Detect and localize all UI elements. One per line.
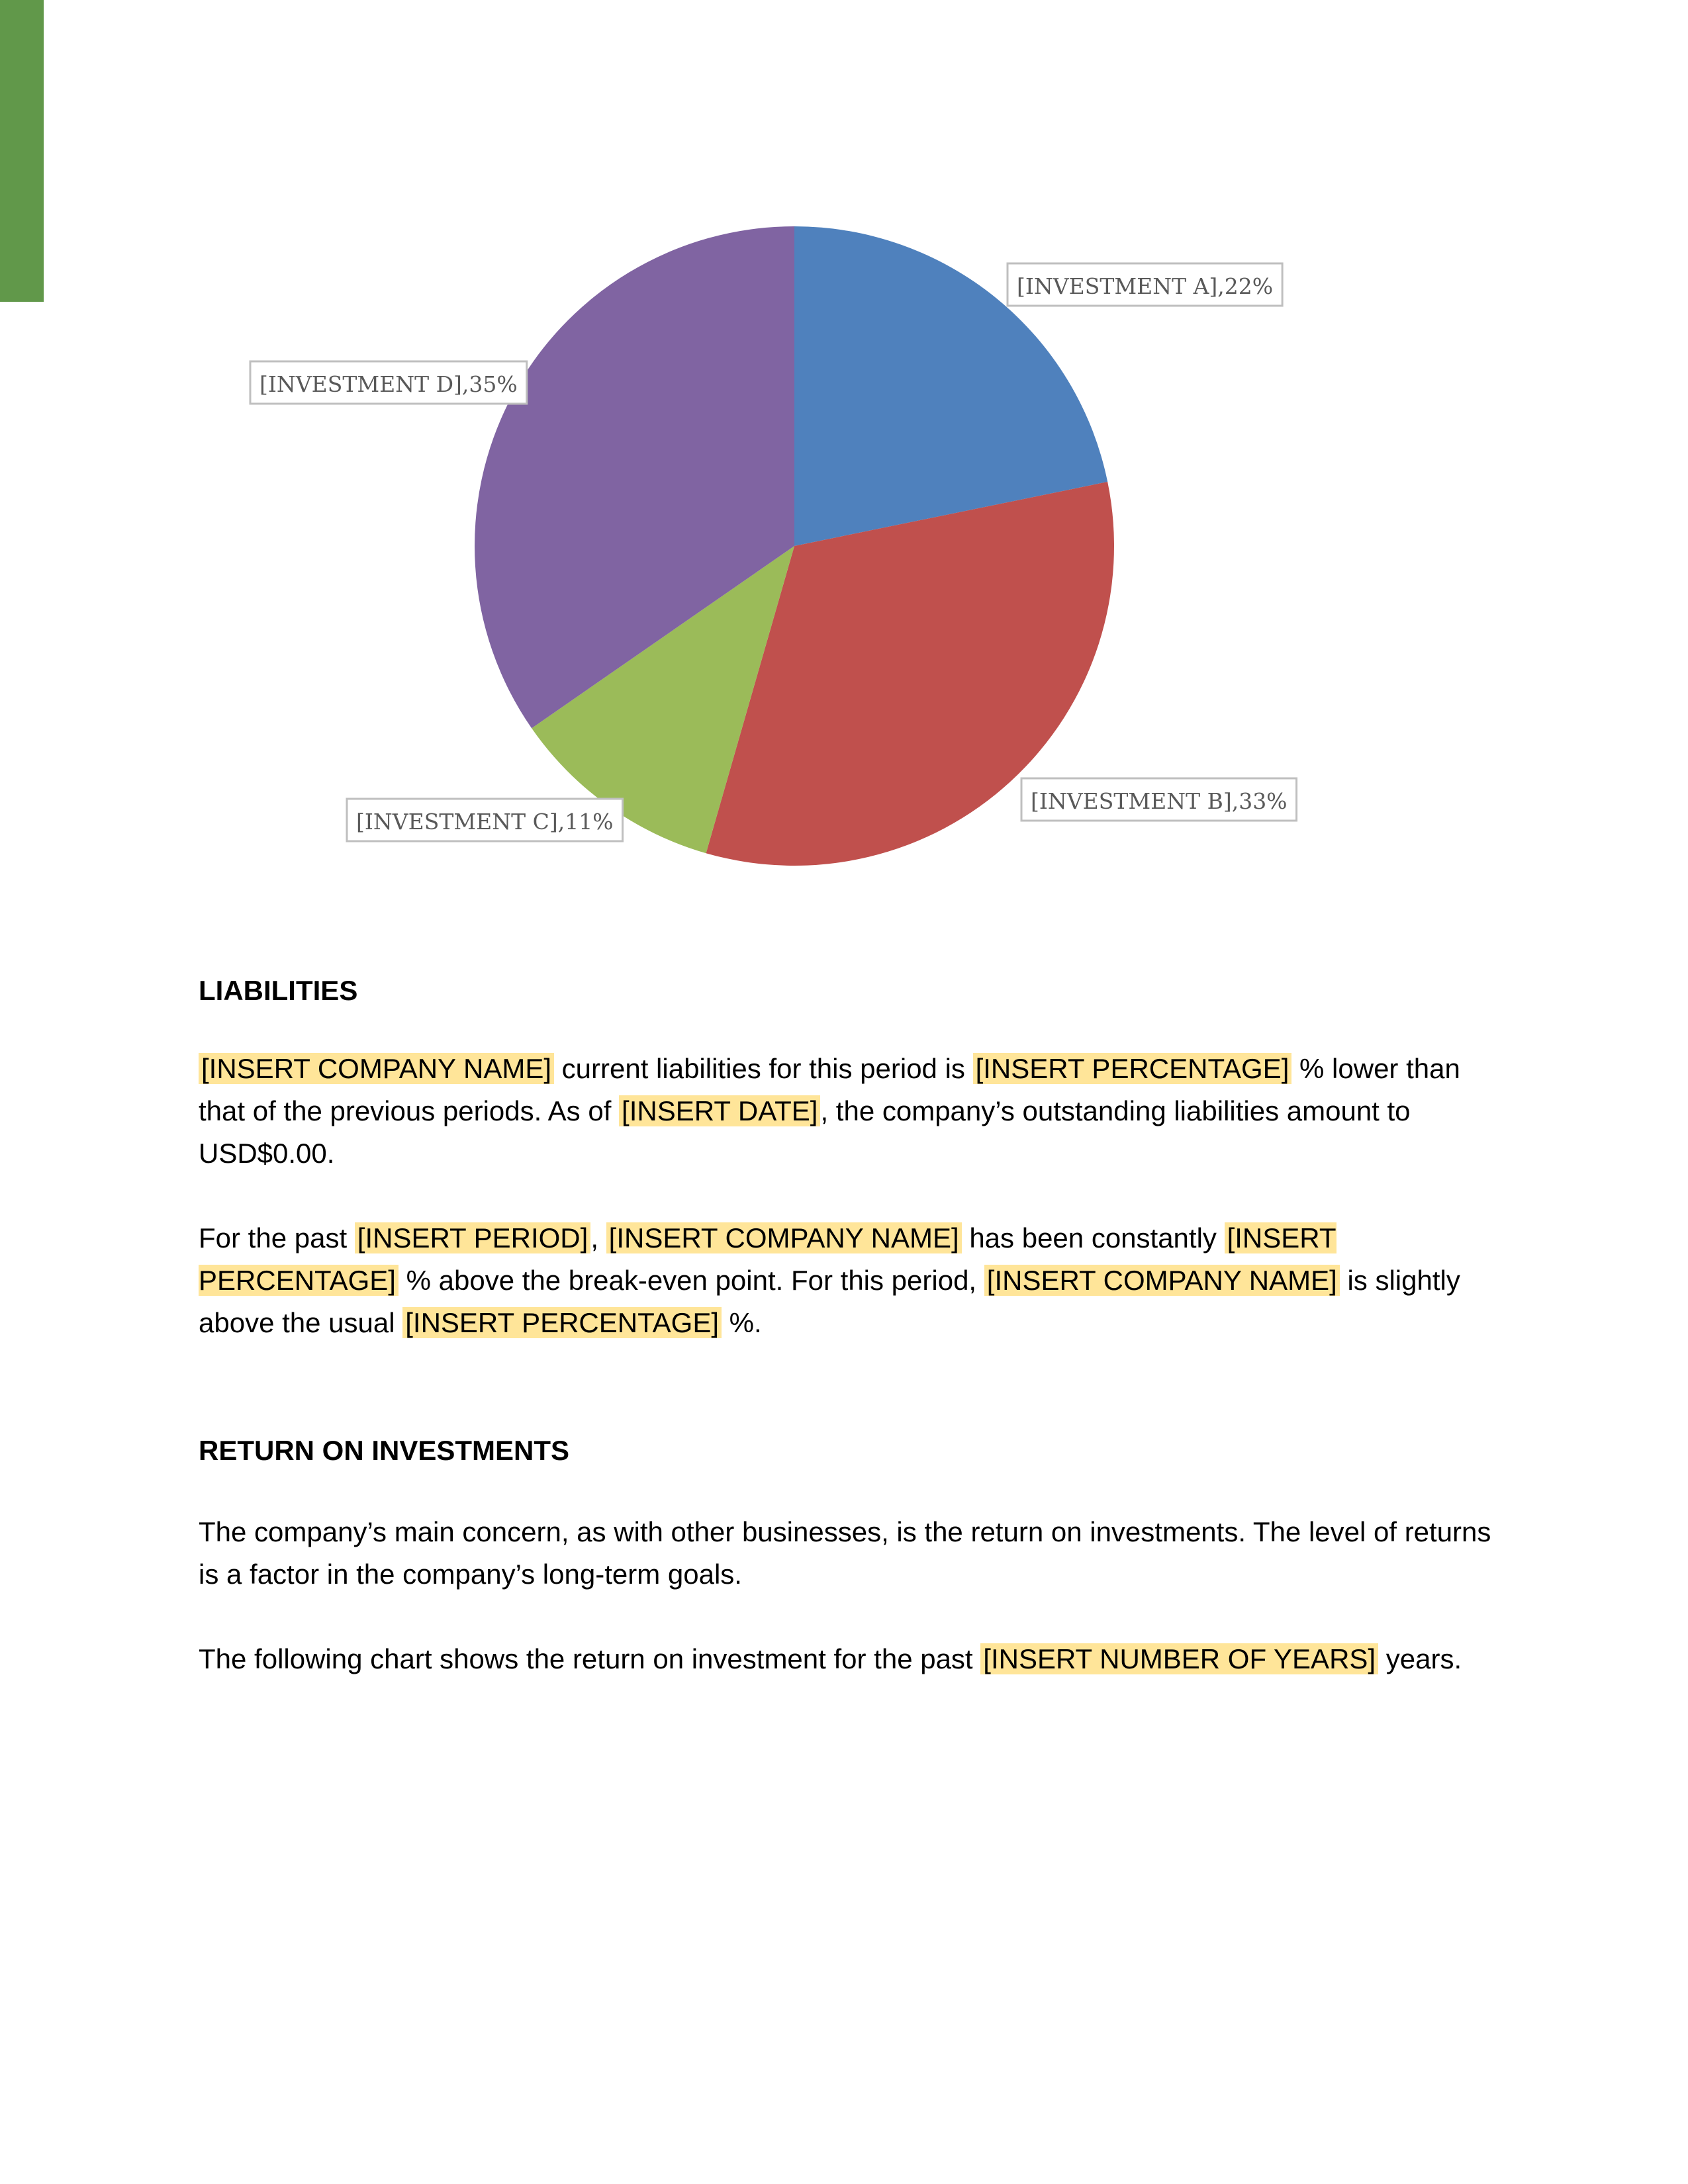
pie-data-label-c [347,799,623,841]
pie-data-label-d [250,361,527,404]
roi-heading: RETURN ON INVESTMENTS [199,1434,570,1466]
placeholder-percentage: [INSERT PERCENTAGE] [199,1222,1336,1296]
text-run: has been constantly [961,1222,1225,1253]
text-run: For the past [199,1222,355,1253]
investment-pie-chart [0,0,1688,927]
roi-paragraph-2 [199,1638,1496,1680]
pie-data-label-b [1021,778,1297,821]
placeholder-date: [INSERT DATE] [619,1095,820,1126]
liabilities-paragraph-1 [199,1048,1496,1175]
text-run: % above the break-even point. For this period, [398,1264,984,1296]
placeholder-company-name: [INSERT COMPANY NAME] [984,1265,1340,1296]
placeholder-company-name: [INSERT COMPANY NAME] [199,1053,554,1084]
roi-paragraph-1: The company’s main concern, as with other businesses, is the return on investments. The level of returns is a factor in the company’s long-term goals. [199,1516,1491,1590]
placeholder-company-name: [INSERT COMPANY NAME] [606,1222,962,1253]
placeholder-percentage: [INSERT PERCENTAGE] [402,1307,722,1338]
text-run: current liabilities for this period is [554,1052,973,1084]
liabilities-paragraph-2 [199,1217,1496,1344]
text-run: , [590,1222,606,1253]
svg-text:[INVESTMENT A],22%: [INVESTMENT A],22% [1017,273,1274,299]
text-run: , the company’s outstanding liabilities amount to USD$0.00. [199,1095,1411,1169]
text-run: The following chart shows the return on investment for the past [199,1643,981,1675]
liabilities-heading: LIABILITIES [199,975,358,1006]
text-run: is slightly above the usual [199,1264,1460,1338]
placeholder-number-of-years: [INSERT NUMBER OF YEARS] [980,1643,1378,1674]
document-body [199,973,1496,1680]
svg-text:[INVESTMENT B],33%: [INVESTMENT B],33% [1031,788,1288,814]
svg-text:[INVESTMENT C],11%: [INVESTMENT C],11% [356,809,614,835]
svg-text:[INVESTMENT D],35%: [INVESTMENT D],35% [259,371,518,397]
text-run: % lower than that of the previous periods. As of [199,1052,1460,1126]
text-run: %. [722,1306,762,1338]
text-run: years. [1378,1643,1462,1675]
placeholder-period: [INSERT PERIOD] [355,1222,591,1253]
pie-data-label-a [1008,263,1282,306]
placeholder-percentage: [INSERT PERCENTAGE] [973,1053,1292,1084]
